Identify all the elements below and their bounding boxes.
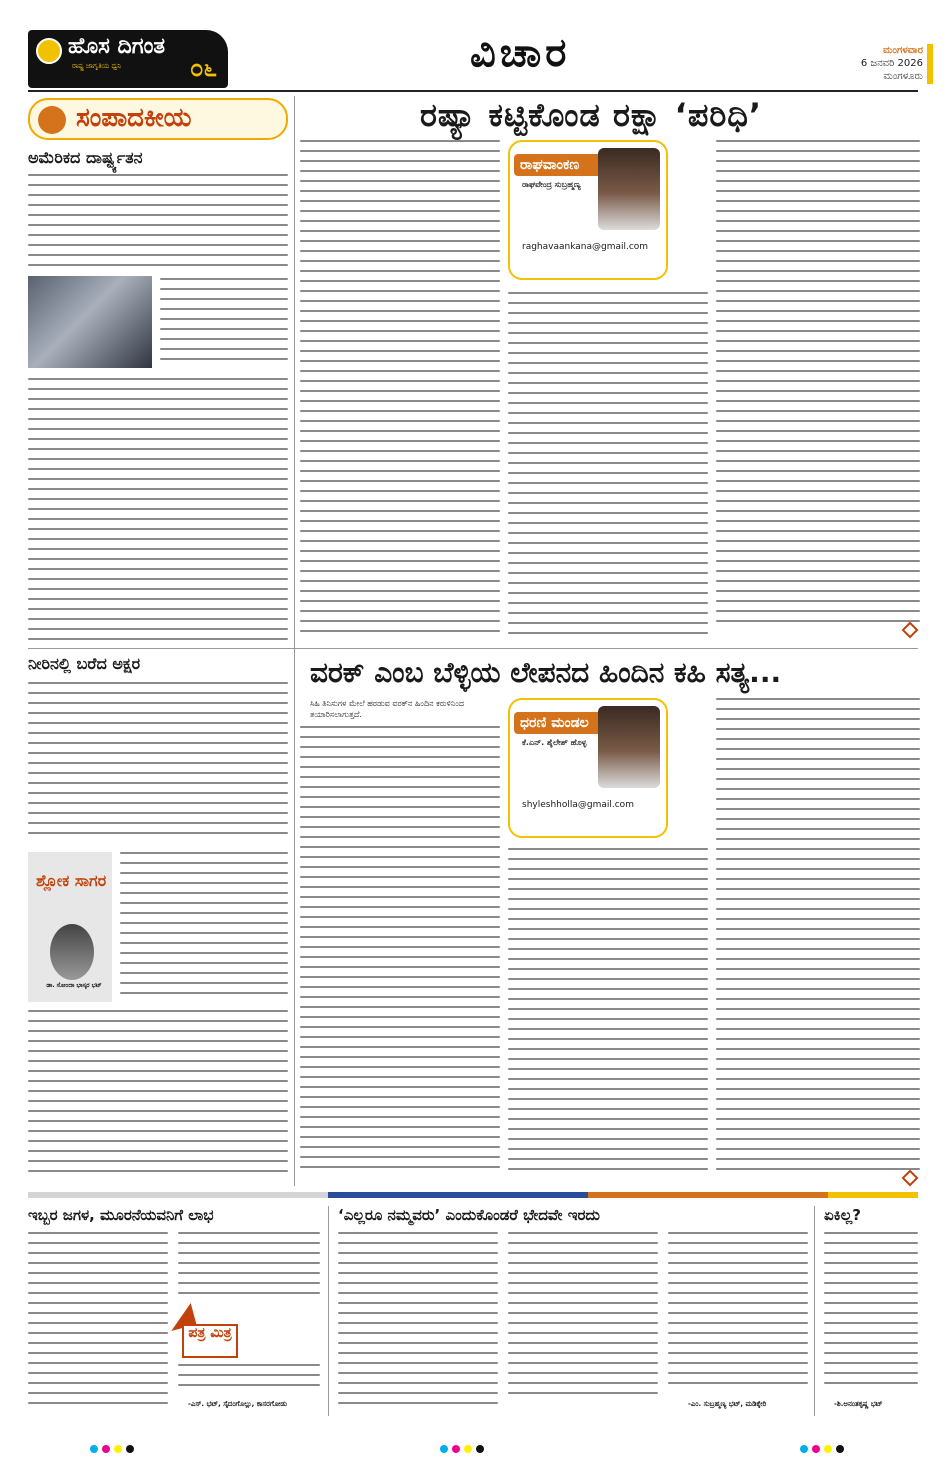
- lead-body-col-2: [508, 292, 708, 640]
- section-rule: [28, 648, 918, 649]
- letter-title: ಇಬ್ಬರ ಜಗಳ, ಮೂರನೆಯವನಿಗೆ ಲಾಭ: [28, 1206, 214, 1224]
- letter-title: ‘ಎಲ್ಲರೂ ನಮ್ಮವರು’ ಎಂದುಕೊಂಡರೆ ಭೇದವೇ ಇರದು: [338, 1206, 600, 1224]
- divider-segment: [588, 1192, 828, 1198]
- divider-segment: [28, 1192, 328, 1198]
- lead-headline: ರಷ್ಯಾ ಕಟ್ಟಿಕೊಂಡ ರಕ್ಷಾ ‘ಪರಿಧಿ’: [420, 96, 763, 134]
- letter-body-text: [508, 1232, 658, 1412]
- author-name: ರಾಘವೇಂದ್ರ ಸುಬ್ರಹ್ಮಣ್ಯ: [522, 180, 581, 189]
- masthead-rule: [28, 90, 918, 92]
- letter-body-text: [178, 1364, 320, 1394]
- lead-article: [300, 96, 920, 644]
- editorial-label: ಸಂಪಾದಕೀಯ: [76, 103, 192, 133]
- author-email[interactable]: raghavaankana@gmail.com: [522, 242, 649, 252]
- registration-marks: [440, 1438, 488, 1448]
- shloka-body-text: [28, 682, 288, 842]
- lead-body-col-3: [716, 140, 920, 640]
- second-body-col-2: [508, 848, 708, 1182]
- author-card: [508, 140, 668, 280]
- column-rule: [814, 1206, 815, 1416]
- accent-bar: [927, 44, 933, 84]
- columnist-name: ಡಾ. ಸೋಂದಾ ಭಾಸ್ಕರ ಭಟ್: [46, 982, 102, 989]
- second-body-col-1: [300, 726, 500, 1182]
- column-rule: [328, 1206, 329, 1416]
- second-body-col-3: [716, 698, 920, 1182]
- dateline: [861, 44, 923, 83]
- divider-segment: [328, 1192, 588, 1198]
- editorial-header: [28, 98, 288, 140]
- editorial-photo: [28, 276, 152, 368]
- author-name: ಕೆ.ಎನ್. ಶೈಲೇಶ್ ಹೊಳ್ಳ: [522, 738, 587, 747]
- letter-title: ಏಕಿಲ್ಲ?: [824, 1206, 861, 1224]
- column-rule: [294, 96, 295, 1186]
- section-title: ವಿಚಾರ: [470, 30, 571, 76]
- newspaper-logo[interactable]: [28, 30, 228, 88]
- editorial-emblem-icon: [38, 106, 66, 134]
- shloka-title: ನೀರಿನಲ್ಲಿ ಬರೆದ ಅಕ್ಷರ: [28, 654, 141, 673]
- letter-signature: -ಎಸ್. ಭಟ್, ಸೈದಂಗೊಲ್ಲು, ಕಾಸರಗೋಡು: [188, 1400, 288, 1408]
- lotus-emblem-icon: [36, 38, 62, 64]
- letter-body-text: [668, 1232, 808, 1396]
- registration-marks: [90, 1438, 138, 1448]
- second-headline: ವರಕ್ ಎಂಬ ಬೆಳ್ಳಿಯ ಲೇಪನದ ಹಿಂದಿನ ಕಹಿ ಸತ್ಯ...: [310, 656, 782, 689]
- editorial-title: ಅಮೆರಿಕದ ದಾರ್ಷ್ಟ್ಯತನ: [28, 148, 143, 167]
- letter-body-text: [824, 1232, 918, 1396]
- author-email[interactable]: shyleshholla@gmail.com: [522, 800, 634, 810]
- columnist-photo: [50, 924, 94, 980]
- editorial-body-text: [28, 174, 288, 274]
- dateline-day: ಮಂಗಳವಾರ: [882, 45, 923, 56]
- divider-segment: [828, 1192, 918, 1198]
- shloka-body-text: [120, 852, 288, 1002]
- letter-body-text: [178, 1232, 320, 1302]
- dateline-edition: ಮಂಗಳೂರು: [883, 71, 923, 82]
- editorial-body-text: [160, 278, 288, 370]
- author-avatar: [598, 706, 660, 788]
- column-name: ಧರಣಿ ಮಂಡಲ: [514, 712, 626, 734]
- editorial-body-text: [28, 378, 288, 642]
- letters-section: [28, 1206, 918, 1416]
- dateline-date: 6 ಜನವರಿ 2026: [860, 58, 923, 69]
- letter-signature: -ಶಿ.ಅನಂತಕೃಷ್ಣ ಭಟ್: [834, 1400, 883, 1408]
- page-number: ೦೬: [190, 54, 217, 82]
- editorial-column: [28, 96, 288, 644]
- author-avatar: [598, 148, 660, 230]
- column-name: ರಾಘವಾಂಕಣ: [514, 154, 626, 176]
- author-card: [508, 698, 668, 838]
- letter-signature: -ಎಂ. ಸುಬ್ರಹ್ಮಣ್ಯ ಭಟ್, ಮಡಿಕ್ಕೇರಿ: [688, 1400, 767, 1408]
- patra-mitra-badge: [168, 1306, 238, 1358]
- letter-body-text: [28, 1232, 168, 1412]
- patra-mitra-label: ಪತ್ರ ಮಿತ್ರ: [182, 1324, 238, 1358]
- logo-name: ಹೊಸ ದಿಗಂತ: [68, 34, 166, 59]
- masthead: [0, 0, 945, 92]
- shloka-body-text: [28, 1010, 288, 1180]
- letter-body-text: [338, 1232, 498, 1412]
- second-deck: ಸಿಹಿ ತಿನಿಸುಗಳ ಮೇಲೆ ಹರಡುವ ವರಕ್‌ನ ಹಿಂದಿನ ಕರುಳಿನಿಂದ ತಯಾರಿಸಲಾಗುತ್ತದೆ.: [310, 699, 464, 719]
- shloka-label: ಶ್ಲೋಕ ಸಾಗರ: [36, 871, 107, 890]
- registration-marks: [800, 1438, 848, 1448]
- letters-divider: [28, 1192, 918, 1198]
- lead-body-col-1: [300, 140, 500, 640]
- logo-tagline: ರಾಷ್ಟ್ರ ಜಾಗೃತಿಯ ಧ್ವನಿ: [72, 62, 122, 70]
- shloka-sagara-badge: [28, 852, 112, 1002]
